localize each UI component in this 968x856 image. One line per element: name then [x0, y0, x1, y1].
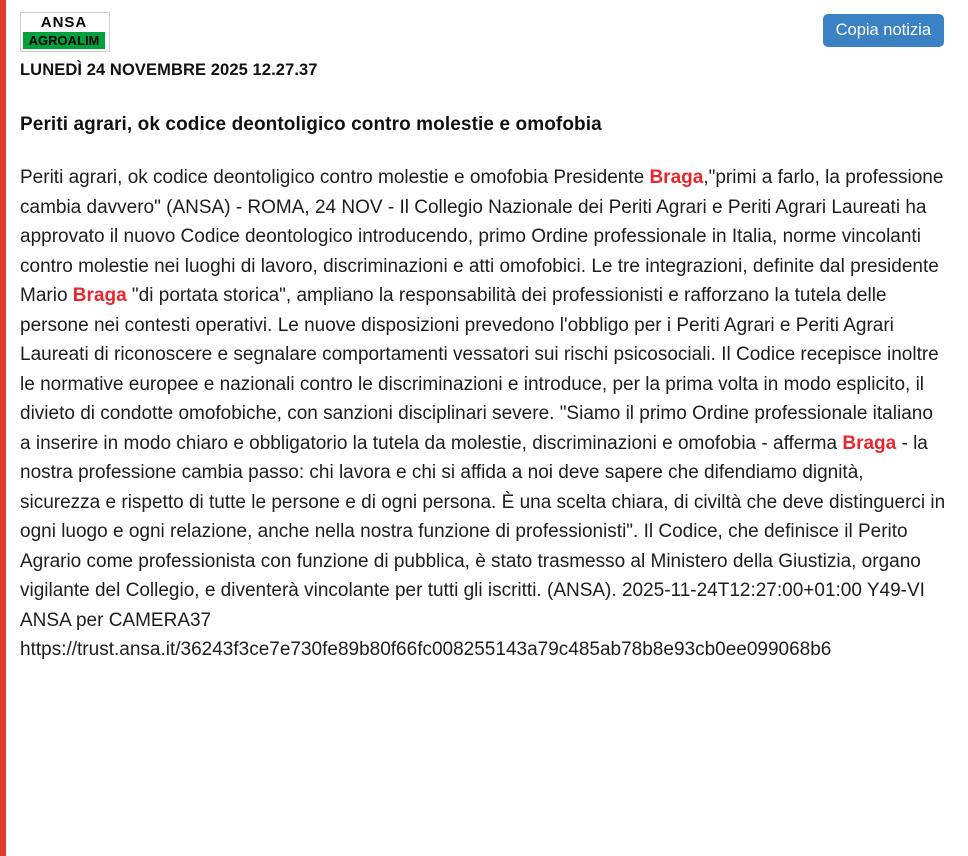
article-text-run: - la nostra professione cambia passo: chi lavora e chi si affida a noi deve sapere che difendiamo dignità, sicurezza e rispetto di tutte le persone e di ogni persona. È una scelta chiara, di civiltà che deve distinguerci in ogni luogo e ogni relazione, anche nella nostra funzione di professionisti". Il Codice, che definisce il Perito Agrario come professionista con funzione di pubblica, è stato trasmesso al Ministero della Giustizia, organo vigilante del Collegio, e diventerà vincolante per tutti gli iscritti. (ANSA). 2025-11-24T12:27:00+01:00 Y49-VI ANSA per CAMERA37 https://trust.ansa.it/36243f3ce7e730fe89b80f66fc008255143a79c485ab78b8e93cb0ee099068b6 [20, 432, 946, 660]
highlighted-name: Braga [649, 167, 704, 188]
header-row [20, 12, 948, 52]
highlighted-name: Braga [72, 285, 127, 306]
article-text-run: "di portata storica", ampliano la responsabilità dei professionisti e rafforzano la tutela delle persone nei contesti operativi. Le nuove disposizioni prevedono l'obbligo per i Periti Agrari e Periti Agrari Laureati di riconoscere e segnalare comportamenti vessatori sui rischi psicosociali. Il Codice recepisce inoltre le normative europee e nazionali contro le discriminazioni e introduce, per la prima volta in modo esplicito, il divieto di condotte omofobiche, con sanzioni disciplinari severe. "Siamo il primo Ordine professionale italiano a inserire in modo chiaro e obbligatorio la tutela da molestie, discriminazioni e omofobia - afferma [20, 285, 939, 454]
article-body [20, 163, 948, 665]
ansa-agroalim-logo [20, 12, 110, 52]
article-timestamp: LUNEDÌ 24 NOVEMBRE 2025 12.27.37 [20, 61, 318, 79]
document-inner [6, 0, 968, 665]
article-text-run: ,"primi a farlo, la professione cambia davvero" (ANSA) - ROMA, 24 NOV - Il Collegio Nazionale dei Periti Agrari e Periti Agrari Laureati ha approvato il nuovo Codice deontologico introducendo, primo Ordine professionale in Italia, norme vincolanti contro molestie nei luoghi di lavoro, discriminazioni e atti omofobici. Le tre integrazioni, definite dal presidente Mario [20, 167, 944, 306]
logo-bottom-text: AGROALIM [23, 32, 105, 49]
article-text-run: Periti agrari, ok codice deontoligico contro molestie e omofobia Presidente [20, 167, 650, 188]
article-headline: Periti agrari, ok codice deontoligico contro molestie e omofobia [20, 114, 602, 135]
highlighted-name: Braga [842, 432, 897, 454]
copy-news-button[interactable]: Copia notizia [823, 14, 944, 47]
logo-top-text: ANSA [21, 13, 107, 32]
